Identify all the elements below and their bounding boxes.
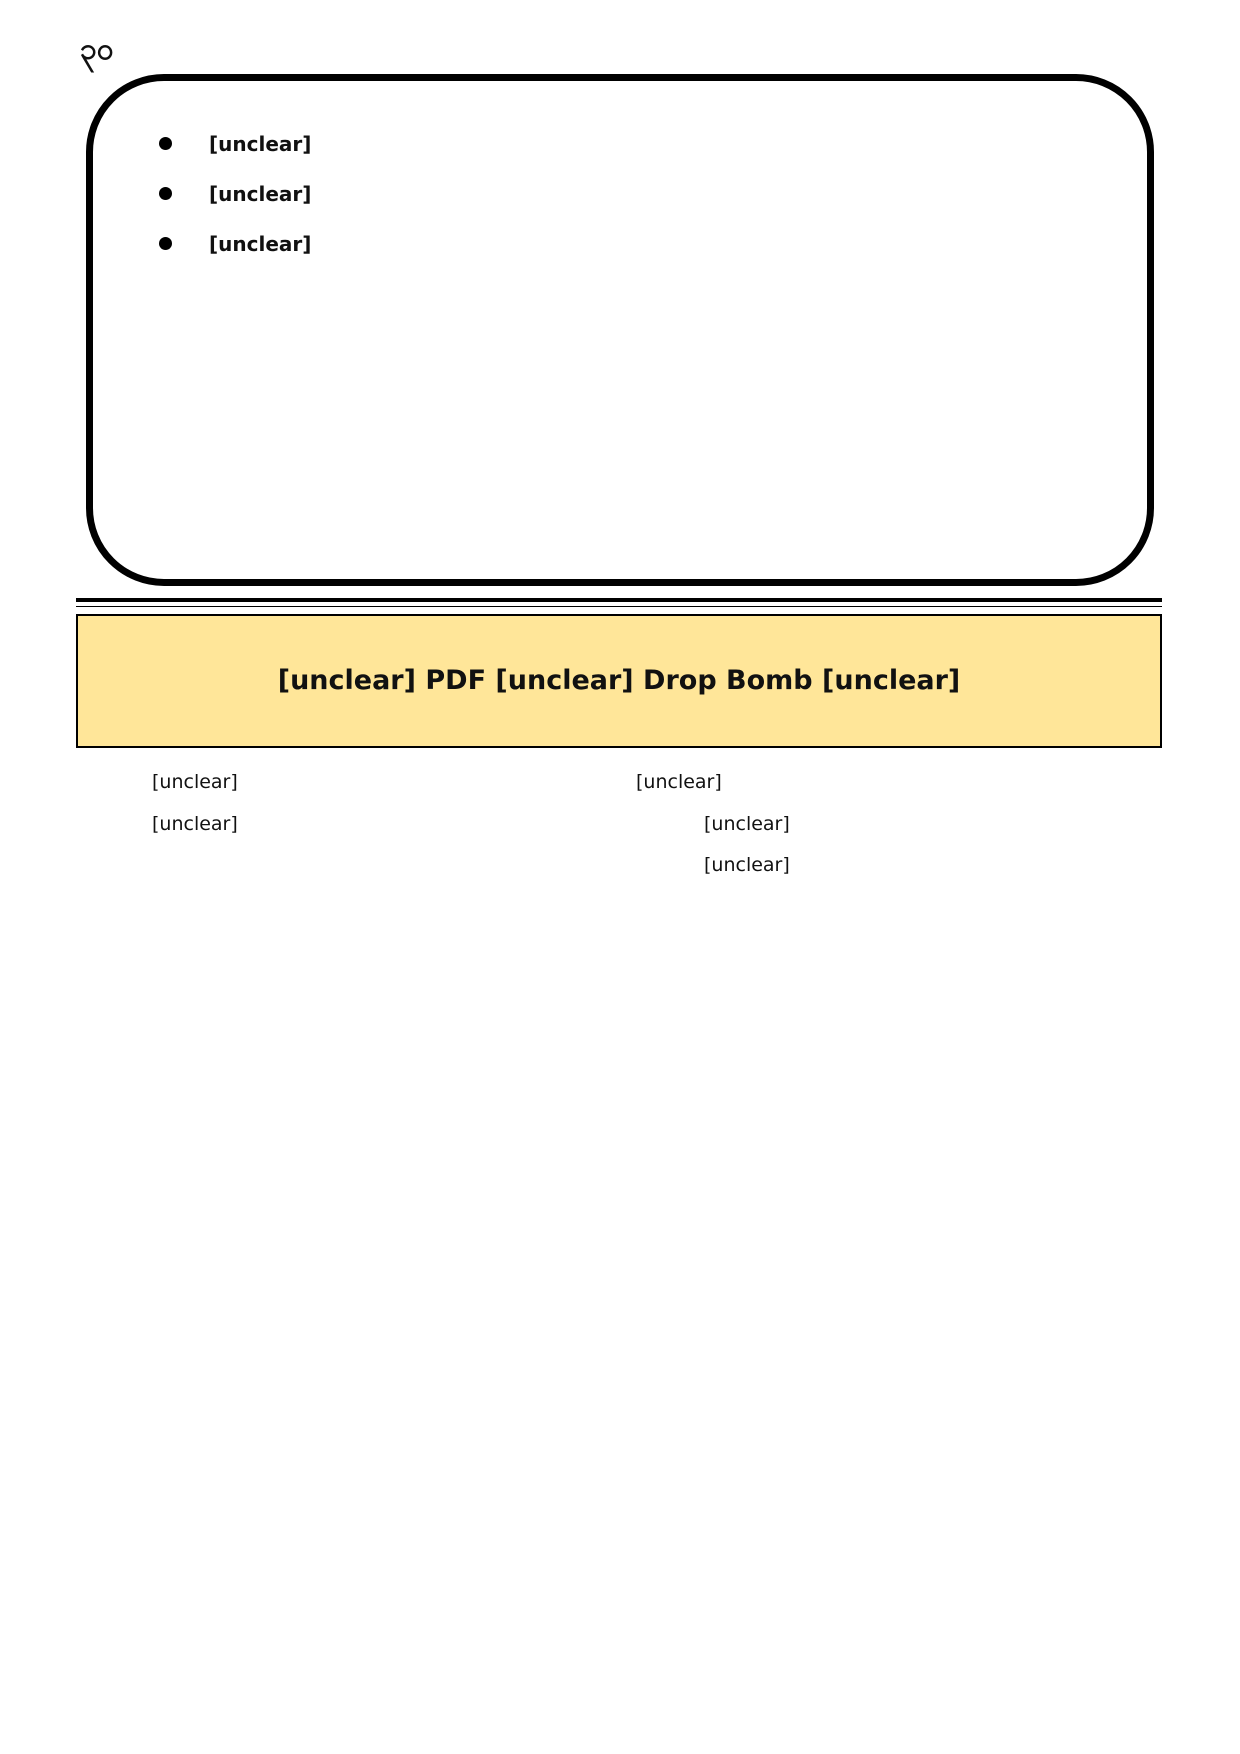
bullet-icon — [159, 237, 172, 250]
article-paragraph: [unclear] — [704, 854, 790, 876]
summary-bullet-text: [unclear] — [209, 132, 312, 156]
summary-bullet-item — [153, 175, 1097, 213]
section-divider-thin — [76, 606, 1162, 607]
article-column-left — [84, 762, 606, 1734]
summary-bullet-text: [unclear] — [209, 232, 312, 256]
bullet-icon — [159, 187, 172, 200]
summary-bullet-text: [unclear] — [209, 182, 312, 206]
article-paragraph: [unclear] — [152, 771, 238, 793]
article-column-right — [636, 762, 1158, 1734]
summary-bullet-item — [153, 125, 1097, 163]
bullet-icon — [159, 137, 172, 150]
section-divider-thick — [76, 598, 1162, 602]
summary-box — [86, 74, 1154, 586]
article-paragraph: [unclear] — [704, 812, 790, 835]
article-paragraph: [unclear] — [152, 812, 238, 835]
article-headline-box — [76, 614, 1162, 748]
article-headline: [unclear] PDF [unclear] Drop Bomb [unclear] — [277, 665, 961, 696]
summary-bullet-list — [153, 125, 1097, 263]
article-paragraph: [unclear] — [636, 771, 722, 793]
summary-bullet-item — [153, 225, 1097, 263]
page-number: ၃၀ — [80, 32, 114, 67]
